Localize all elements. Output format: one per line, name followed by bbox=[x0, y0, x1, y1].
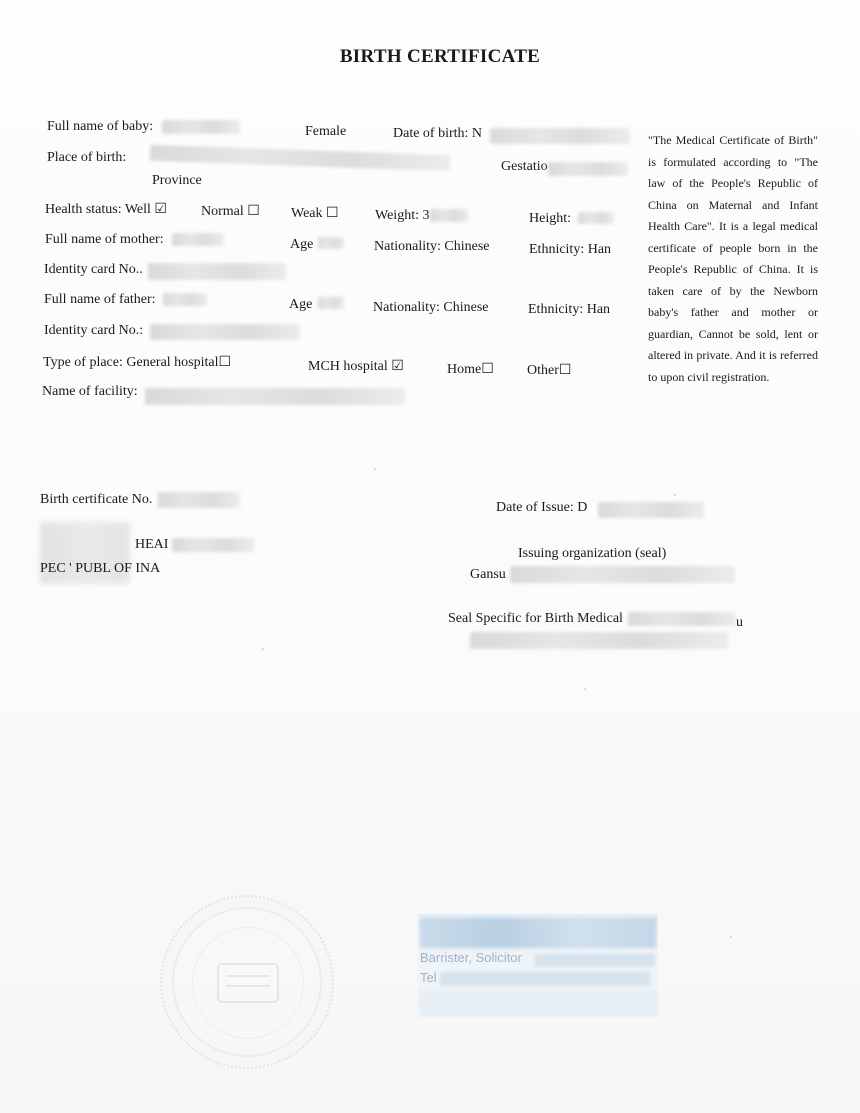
mother-id-label: Identity card No.. bbox=[44, 262, 143, 277]
redacted-mother-name bbox=[172, 233, 224, 246]
redacted-weight bbox=[430, 209, 468, 222]
redacted-seal-label bbox=[628, 612, 736, 626]
speck bbox=[674, 494, 676, 496]
notary-embossed-seal bbox=[160, 895, 334, 1069]
place-type-label: Type of place: General hospital☐ bbox=[43, 355, 232, 370]
seal-emblem-icon bbox=[208, 958, 288, 1008]
seal-suffix: u bbox=[736, 615, 743, 630]
father-name-label: Full name of father: bbox=[44, 292, 156, 307]
legal-side-note: "The Medical Certificate of Birth" is formulated according to "The law of the People's Republic of China on Maternal and Infant Health Care". It is a legal medical certificate of people born in the People's Republic of China. It is taken care of by the Newborn baby's father and mother or guardian, Cannot be sold, lent or altered in private. And it is referred to upon civil registration. bbox=[648, 133, 818, 384]
health-status-label: Health status: Well ☑ bbox=[45, 202, 167, 217]
redacted-ministry-line-1 bbox=[172, 538, 254, 552]
ministry-line-2: PEC ' PUBL OF INA bbox=[40, 561, 161, 576]
redacted-notary-extra bbox=[420, 990, 658, 1016]
redacted-facility bbox=[145, 388, 405, 405]
speck bbox=[374, 468, 376, 470]
issuing-organization-label: Issuing organization (seal) bbox=[518, 546, 667, 561]
document-title: BIRTH CERTIFICATE bbox=[339, 46, 541, 67]
mother-nationality: Nationality: Chinese bbox=[374, 239, 490, 254]
redacted-mother-age bbox=[318, 237, 344, 249]
notary-tel-line: Tel bbox=[420, 970, 437, 985]
province-label: Province bbox=[152, 173, 202, 188]
place-other-option: Other☐ bbox=[527, 363, 572, 378]
redacted-certificate-number bbox=[158, 492, 240, 508]
redacted-gestation bbox=[548, 162, 628, 176]
dob-label: Date of birth: N bbox=[393, 126, 483, 141]
place-mch-option: MCH hospital ☑ bbox=[308, 359, 404, 374]
father-age-label: Age bbox=[289, 297, 313, 312]
certificate-number-label: Birth certificate No. bbox=[40, 492, 153, 507]
notary-title-line: Barrister, Solicitor bbox=[420, 950, 522, 965]
health-normal-option: Normal ☐ bbox=[201, 204, 260, 219]
redacted-height bbox=[578, 212, 614, 224]
notary-seal-center bbox=[192, 927, 304, 1039]
redacted-notary-tel bbox=[440, 972, 650, 986]
mother-name-label: Full name of mother: bbox=[45, 232, 164, 247]
redacted-notary-name bbox=[420, 918, 656, 948]
mother-ethnicity: Ethnicity: Han bbox=[529, 242, 612, 257]
ministry-line-1: HEAI bbox=[135, 537, 169, 552]
speck bbox=[584, 688, 586, 690]
redacted-seal-details bbox=[470, 632, 728, 649]
redacted-baby-name bbox=[162, 120, 240, 134]
mother-age-label: Age bbox=[290, 237, 314, 252]
father-id-label: Identity card No.: bbox=[44, 323, 144, 338]
redacted-notary-title bbox=[535, 954, 655, 967]
redacted-father-age bbox=[318, 297, 344, 309]
redacted-issuing-organization bbox=[510, 566, 735, 583]
father-nationality: Nationality: Chinese bbox=[373, 300, 489, 315]
speck bbox=[262, 648, 264, 650]
place-home-option: Home☐ bbox=[447, 362, 494, 377]
redacted-mother-id bbox=[148, 263, 286, 280]
redacted-place-of-birth bbox=[150, 145, 450, 171]
issuing-organization-value: Gansu bbox=[470, 567, 506, 582]
height-label: Height: bbox=[529, 211, 571, 226]
date-of-issue-label: Date of Issue: D bbox=[496, 500, 588, 515]
redacted-father-name bbox=[163, 293, 207, 306]
gestation-label: Gestatio bbox=[501, 159, 548, 174]
seal-specific-label: Seal Specific for Birth Medical bbox=[448, 611, 623, 626]
speck bbox=[730, 936, 732, 938]
redacted-date-of-issue bbox=[598, 502, 704, 518]
weight-label: Weight: 3 bbox=[375, 208, 430, 223]
place-of-birth-label: Place of birth: bbox=[47, 150, 127, 165]
facility-label: Name of facility: bbox=[42, 384, 138, 399]
redacted-dob bbox=[490, 128, 630, 144]
redacted-father-id bbox=[150, 324, 300, 340]
health-weak-option: Weak ☐ bbox=[291, 206, 339, 221]
baby-sex: Female bbox=[305, 124, 347, 139]
father-ethnicity: Ethnicity: Han bbox=[528, 302, 611, 317]
baby-name-label: Full name of baby: bbox=[47, 119, 154, 134]
